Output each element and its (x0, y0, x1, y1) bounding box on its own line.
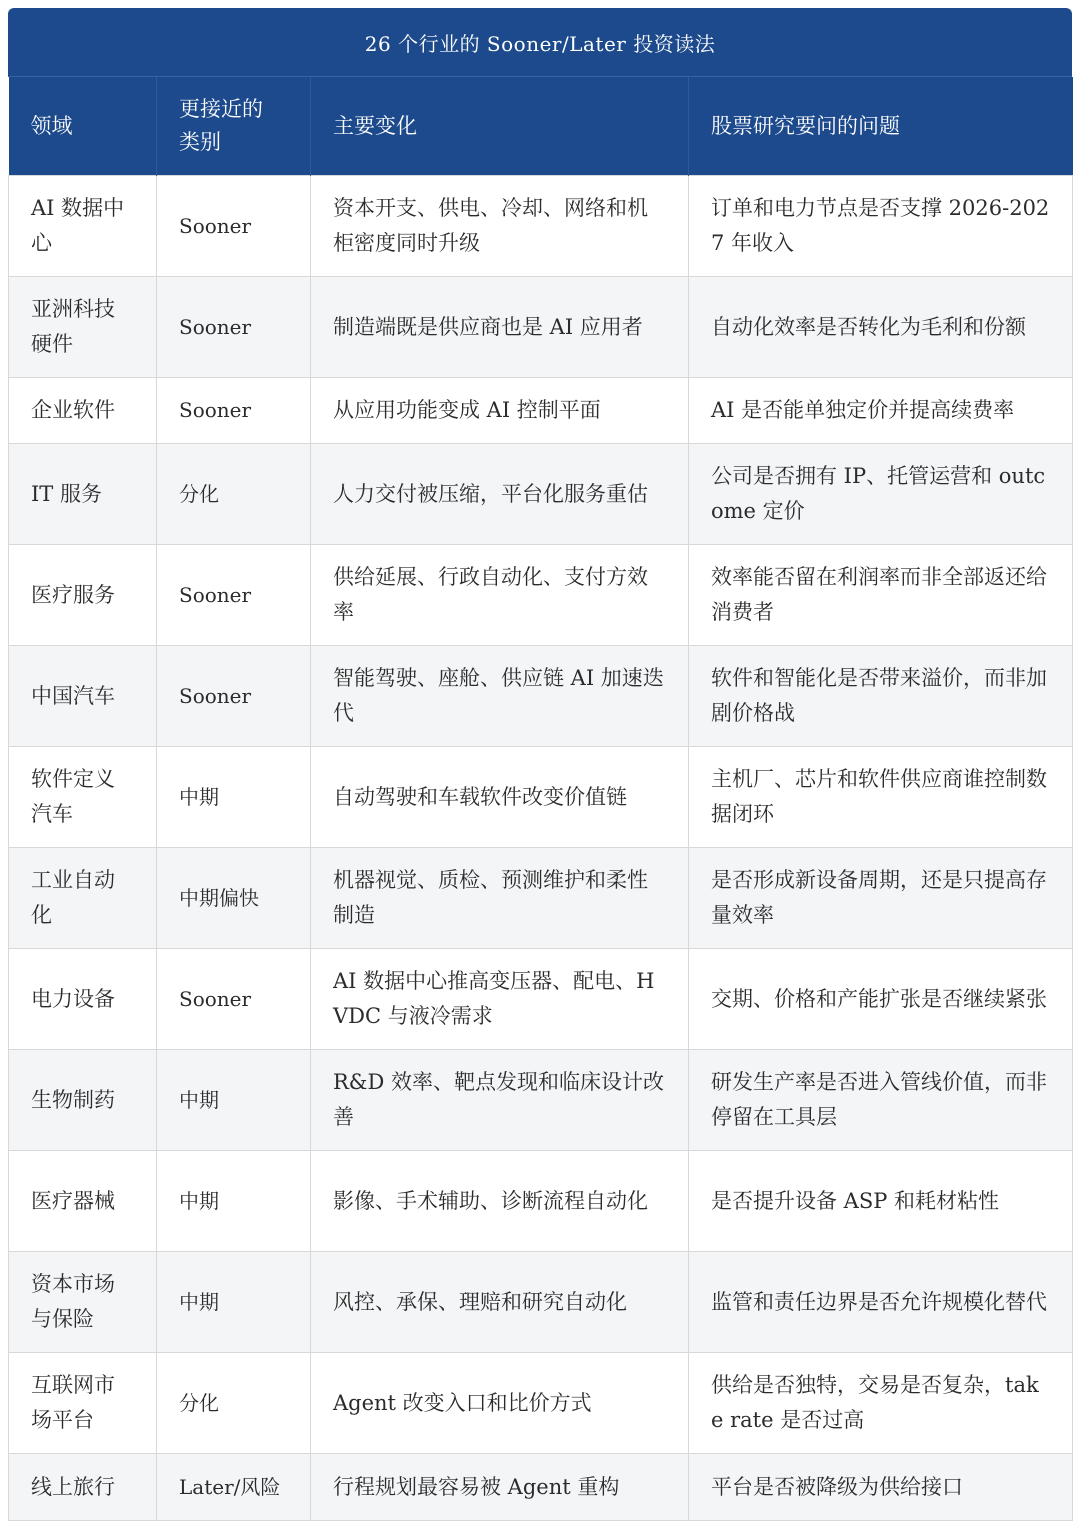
cell-category: 中期偏快 (157, 848, 311, 949)
cell-domain: 工业自动化 (9, 848, 157, 949)
cell-change: 人力交付被压缩，平台化服务重估 (311, 444, 689, 545)
cell-domain: 医疗器械 (9, 1151, 157, 1252)
cell-question: 主机厂、芯片和软件供应商谁控制数据闭环 (689, 747, 1073, 848)
cell-question: 平台是否被降级为供给接口 (689, 1454, 1073, 1521)
cell-category: Sooner (157, 176, 311, 277)
cell-domain: IT 服务 (9, 444, 157, 545)
header-change: 主要变化 (311, 77, 689, 176)
header-category-line1: 更接近的 (179, 97, 263, 121)
cell-question: 软件和智能化是否带来溢价，而非加剧价格战 (689, 646, 1073, 747)
header-row (9, 77, 1073, 176)
cell-question: AI 是否能单独定价并提高续费率 (689, 378, 1073, 444)
header-category (157, 77, 311, 176)
cell-change: 智能驾驶、座舱、供应链 AI 加速迭代 (311, 646, 689, 747)
cell-change: 资本开支、供电、冷却、网络和机柜密度同时升级 (311, 176, 689, 277)
cell-change: 供给延展、行政自动化、支付方效率 (311, 545, 689, 646)
cell-change: Agent 改变入口和比价方式 (311, 1353, 689, 1454)
table-row (9, 176, 1073, 277)
cell-change: R&D 效率、靶点发现和临床设计改善 (311, 1050, 689, 1151)
cell-domain: 医疗服务 (9, 545, 157, 646)
table-row (9, 378, 1073, 444)
cell-category: Sooner (157, 646, 311, 747)
cell-domain: 电力设备 (9, 949, 157, 1050)
table-row (9, 1050, 1073, 1151)
cell-category: 分化 (157, 444, 311, 545)
cell-change: 行程规划最容易被 Agent 重构 (311, 1454, 689, 1521)
cell-category: 中期 (157, 1252, 311, 1353)
table-row (9, 848, 1073, 949)
cell-question: 效率能否留在利润率而非全部返还给消费者 (689, 545, 1073, 646)
cell-category: 分化 (157, 1353, 311, 1454)
cell-question: 研发生产率是否进入管线价值，而非停留在工具层 (689, 1050, 1073, 1151)
cell-change: 机器视觉、质检、预测维护和柔性制造 (311, 848, 689, 949)
cell-change: 影像、手术辅助、诊断流程自动化 (311, 1151, 689, 1252)
report-table-container (8, 8, 1072, 1521)
cell-category: Sooner (157, 277, 311, 378)
cell-change: 自动驾驶和车载软件改变价值链 (311, 747, 689, 848)
cell-category: 中期 (157, 1151, 311, 1252)
cell-category: 中期 (157, 1050, 311, 1151)
cell-question: 自动化效率是否转化为毛利和份额 (689, 277, 1073, 378)
cell-question: 公司是否拥有 IP、托管运营和 outcome 定价 (689, 444, 1073, 545)
table-row (9, 277, 1073, 378)
table-row (9, 1353, 1073, 1454)
table-row (9, 444, 1073, 545)
cell-domain: 软件定义汽车 (9, 747, 157, 848)
cell-category: Later/风险 (157, 1454, 311, 1521)
cell-category: Sooner (157, 378, 311, 444)
cell-question: 监管和责任边界是否允许规模化替代 (689, 1252, 1073, 1353)
cell-change: AI 数据中心推高变压器、配电、HVDC 与液冷需求 (311, 949, 689, 1050)
table-row (9, 747, 1073, 848)
header-category-line2: 类别 (179, 130, 221, 154)
cell-domain: 互联网市场平台 (9, 1353, 157, 1454)
cell-domain: 企业软件 (9, 378, 157, 444)
table-row (9, 545, 1073, 646)
cell-question: 是否提升设备 ASP 和耗材粘性 (689, 1151, 1073, 1252)
cell-category: Sooner (157, 949, 311, 1050)
cell-domain: 中国汽车 (9, 646, 157, 747)
table-row (9, 1454, 1073, 1521)
header-domain: 领域 (9, 77, 157, 176)
cell-question: 供给是否独特，交易是否复杂，take rate 是否过高 (689, 1353, 1073, 1454)
table-title: 26 个行业的 Sooner/Later 投资读法 (8, 8, 1072, 77)
cell-question: 交期、价格和产能扩张是否继续紧张 (689, 949, 1073, 1050)
cell-question: 是否形成新设备周期，还是只提高存量效率 (689, 848, 1073, 949)
cell-change: 从应用功能变成 AI 控制平面 (311, 378, 689, 444)
cell-category: Sooner (157, 545, 311, 646)
cell-domain: 生物制药 (9, 1050, 157, 1151)
table-row (9, 646, 1073, 747)
sector-table (8, 77, 1073, 1521)
header-question: 股票研究要问的问题 (689, 77, 1073, 176)
cell-category: 中期 (157, 747, 311, 848)
table-row (9, 949, 1073, 1050)
table-row (9, 1252, 1073, 1353)
cell-question: 订单和电力节点是否支撑 2026-2027 年收入 (689, 176, 1073, 277)
cell-domain: AI 数据中心 (9, 176, 157, 277)
cell-change: 风控、承保、理赔和研究自动化 (311, 1252, 689, 1353)
table-row (9, 1151, 1073, 1252)
cell-domain: 资本市场与保险 (9, 1252, 157, 1353)
cell-domain: 线上旅行 (9, 1454, 157, 1521)
cell-change: 制造端既是供应商也是 AI 应用者 (311, 277, 689, 378)
cell-domain: 亚洲科技硬件 (9, 277, 157, 378)
